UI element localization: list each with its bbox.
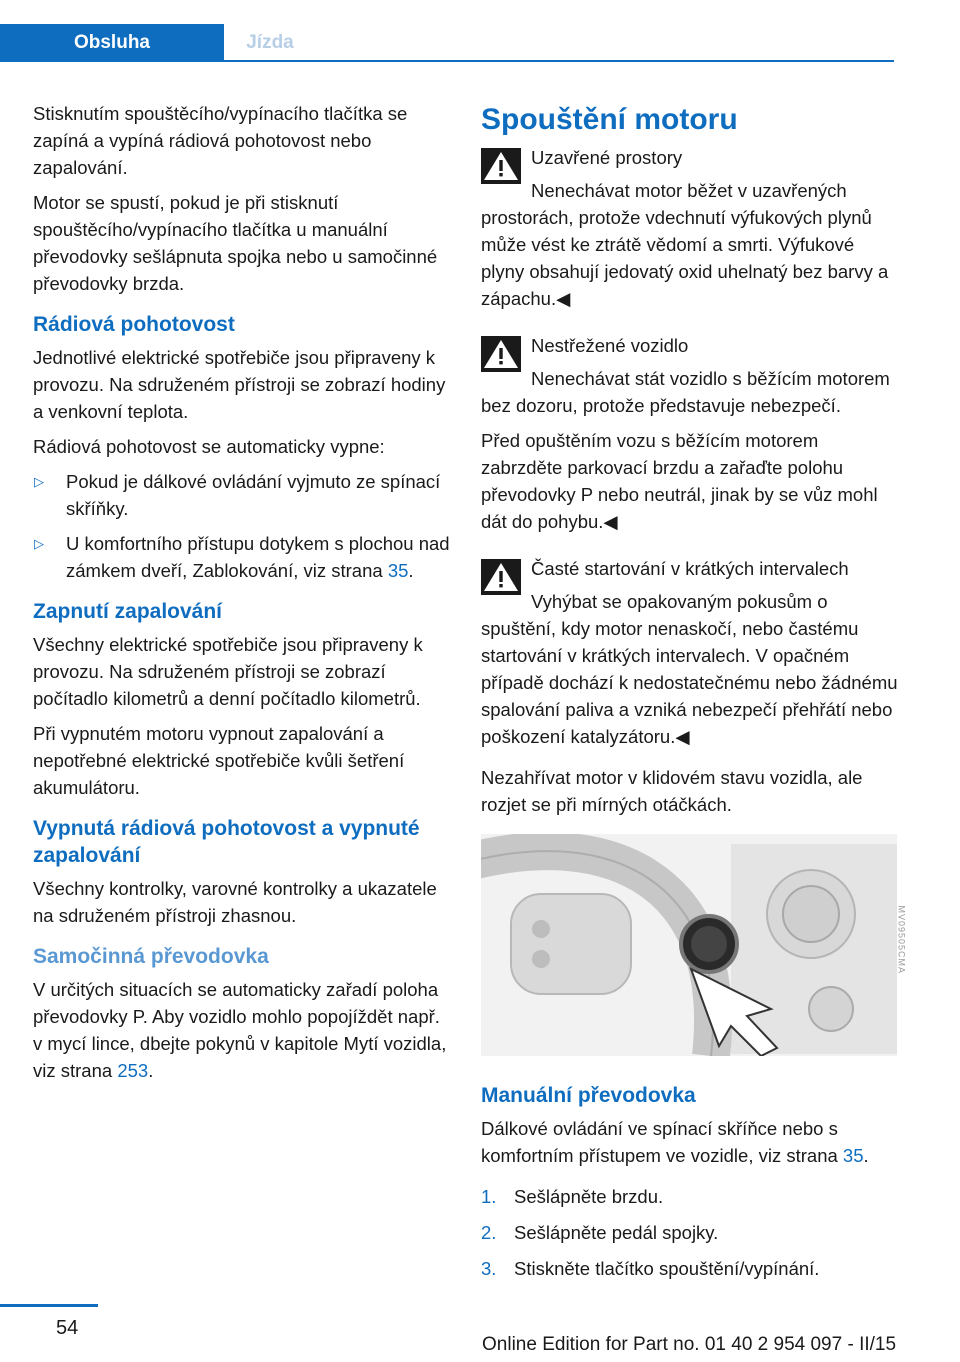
warning-text: Nenechávat stát vozidlo s běžícím motorem bez dozoru, protože představuje nebezpečí.: [481, 368, 890, 416]
warning-text: Nenechávat motor běžet v uzavřených prostorách, protože vdechnutí výfukových plynů může vést ke ztrátě vědomí a smrti. Výfukové plyny obsahují jedovatý oxid uhelnatý bez barvy a zápachu.◀: [481, 180, 889, 309]
step-number: 1.: [481, 1186, 497, 1207]
heading-manual-transmission: Manuální převodovka: [481, 1084, 696, 1107]
tab-jizda[interactable]: Jízda: [246, 32, 294, 53]
warning-triangle-icon: [481, 336, 521, 372]
heading-engine-start: Spouštění motoru: [481, 103, 738, 136]
list-item: [481, 1219, 901, 1246]
warning-text: Vyhýbat se opakovaným pokusům o spuštění, kdy motor nenaskočí, nebo častému startování v krátkých intervalech. V opačném případě dochází k nedostatečnému nebo žádnému spalování paliva a vzniká nebezpečí přehřátí nebo poškození katalyzátoru.◀: [481, 591, 898, 747]
warning-closed-spaces: [481, 142, 901, 312]
triangle-bullet-icon: ▷: [34, 536, 44, 551]
radio-off-list: [33, 468, 453, 584]
start-steps-list: [481, 1183, 901, 1282]
warning-triangle-icon: [481, 559, 521, 595]
chapter-tabs: [0, 24, 894, 62]
page-link-35[interactable]: 35: [842, 1145, 864, 1166]
warning-triangle-icon: [481, 148, 521, 184]
list-item: [33, 530, 453, 584]
step-text: Stiskněte tlačítko spouštění/vypínání.: [514, 1258, 820, 1279]
heading-radio-readiness: Rádiová pohotovost: [33, 313, 235, 336]
radio-readiness-paragraph: Jednotlivé elektrické spotřebiče jsou připraveny k provozu. Na sdruženém přístroji se zobrazí hodiny a venkovní teplota.: [33, 347, 446, 422]
lamps-off-paragraph: Všechny kontrolky, varovné kontrolky a ukazatele na sdruženém přístroji zhasnou.: [33, 878, 437, 926]
start-button-illustration: [481, 834, 907, 1056]
heading-ignition-on: Zapnutí zapalování: [33, 600, 223, 623]
engine-start-paragraph: Motor se spustí, pokud je při stisknutí spouštěcího/vypínacího tlačítka u manuální převodovky sešlápnuta spojka nebo u samočinné převodovky brzda.: [33, 192, 438, 294]
punctuation: .: [148, 1060, 154, 1081]
figure-code: MV09505CMA: [897, 905, 907, 974]
warning-title: Nestřežené vozidlo: [531, 335, 689, 356]
automatic-transmission-paragraph: [33, 976, 453, 1084]
warning-title: Časté startování v krátkých intervalech: [531, 558, 849, 579]
warning-frequent-starts: [481, 553, 901, 750]
intro-paragraph: Stisknutím spouštěcího/vypínacího tlačítka se zapíná a vypíná rádiová pohotovost nebo zapalování.: [33, 103, 408, 178]
step-text: Sešlápněte brzdu.: [514, 1186, 664, 1207]
steering-wheel-start-button-image: [481, 834, 897, 1056]
list-item: [33, 468, 453, 522]
page-link-35[interactable]: 35: [387, 560, 409, 581]
list-item-text: U komfortního přístupu dotykem s plochou nad zámkem dveří, Zablokování, viz strana: [66, 533, 450, 581]
manual-transmission-paragraph: [481, 1115, 901, 1169]
paragraph-text: Dálkové ovládání ve spínací skříňce nebo s komfortním přístupem ve vozidle, viz strana: [481, 1118, 843, 1166]
step-number: 3.: [481, 1258, 497, 1279]
heading-automatic-transmission: Samočinná převodovka: [33, 945, 269, 968]
heading-radio-ignition-off: Vypnutá rádiová pohotovost a vypnuté zapalování: [33, 817, 420, 867]
parking-brake-paragraph: Před opuštěním vozu s běžícím motorem zabrzděte parkovací brzdu a zařaďte polohu převodovky P nebo neutrál, jinak by se vůz mohl dát do pohybu.◀: [481, 430, 878, 532]
list-item: [481, 1255, 901, 1282]
paragraph-text: V určitých situacích se automaticky zařadí poloha převodovky P. Aby vozidlo mohlo popojíždět např. v mycí lince, dbejte pokynů v kapitole Mytí vozidla, viz strana: [33, 979, 447, 1081]
tab-divider-line: [0, 60, 894, 62]
warning-title: Uzavřené prostory: [531, 147, 683, 168]
ignition-on-paragraph: Všechny elektrické spotřebiče jsou připraveny k provozu. Na sdruženém přístroji se zobrazí počítadlo kilometrů a denní počítadlo kilometrů.: [33, 634, 423, 709]
step-text: Sešlápněte pedál spojky.: [514, 1222, 719, 1243]
punctuation: .: [408, 560, 414, 581]
footer-edition-text: Online Edition for Part no. 01 40 2 954 097 - II/15: [482, 1334, 897, 1355]
footer-accent-bar: [0, 1304, 98, 1307]
ignition-off-advice-paragraph: Při vypnutém motoru vypnout zapalování a nepotřebné elektrické spotřebiče kvůli šetření akumulátoru.: [33, 723, 405, 798]
punctuation: .: [863, 1145, 869, 1166]
idle-warmup-paragraph: Nezahřívat motor v klidovém stavu vozidla, ale rozjet se při mírných otáčkách.: [481, 767, 863, 815]
list-item-text: Pokud je dálkové ovládání vyjmuto ze spínací skříňky.: [66, 471, 441, 519]
radio-auto-off-paragraph: Rádiová pohotovost se automaticky vypne:: [33, 436, 385, 457]
left-column: [33, 100, 453, 1092]
list-item: [481, 1183, 901, 1210]
page-link-253[interactable]: 253: [117, 1060, 149, 1081]
tab-obsluha[interactable]: Obsluha: [0, 24, 224, 60]
step-number: 2.: [481, 1222, 497, 1243]
triangle-bullet-icon: ▷: [34, 474, 44, 489]
right-column: [481, 100, 907, 1291]
warning-unattended-vehicle: [481, 330, 901, 419]
page-number: 54: [56, 1317, 79, 1339]
